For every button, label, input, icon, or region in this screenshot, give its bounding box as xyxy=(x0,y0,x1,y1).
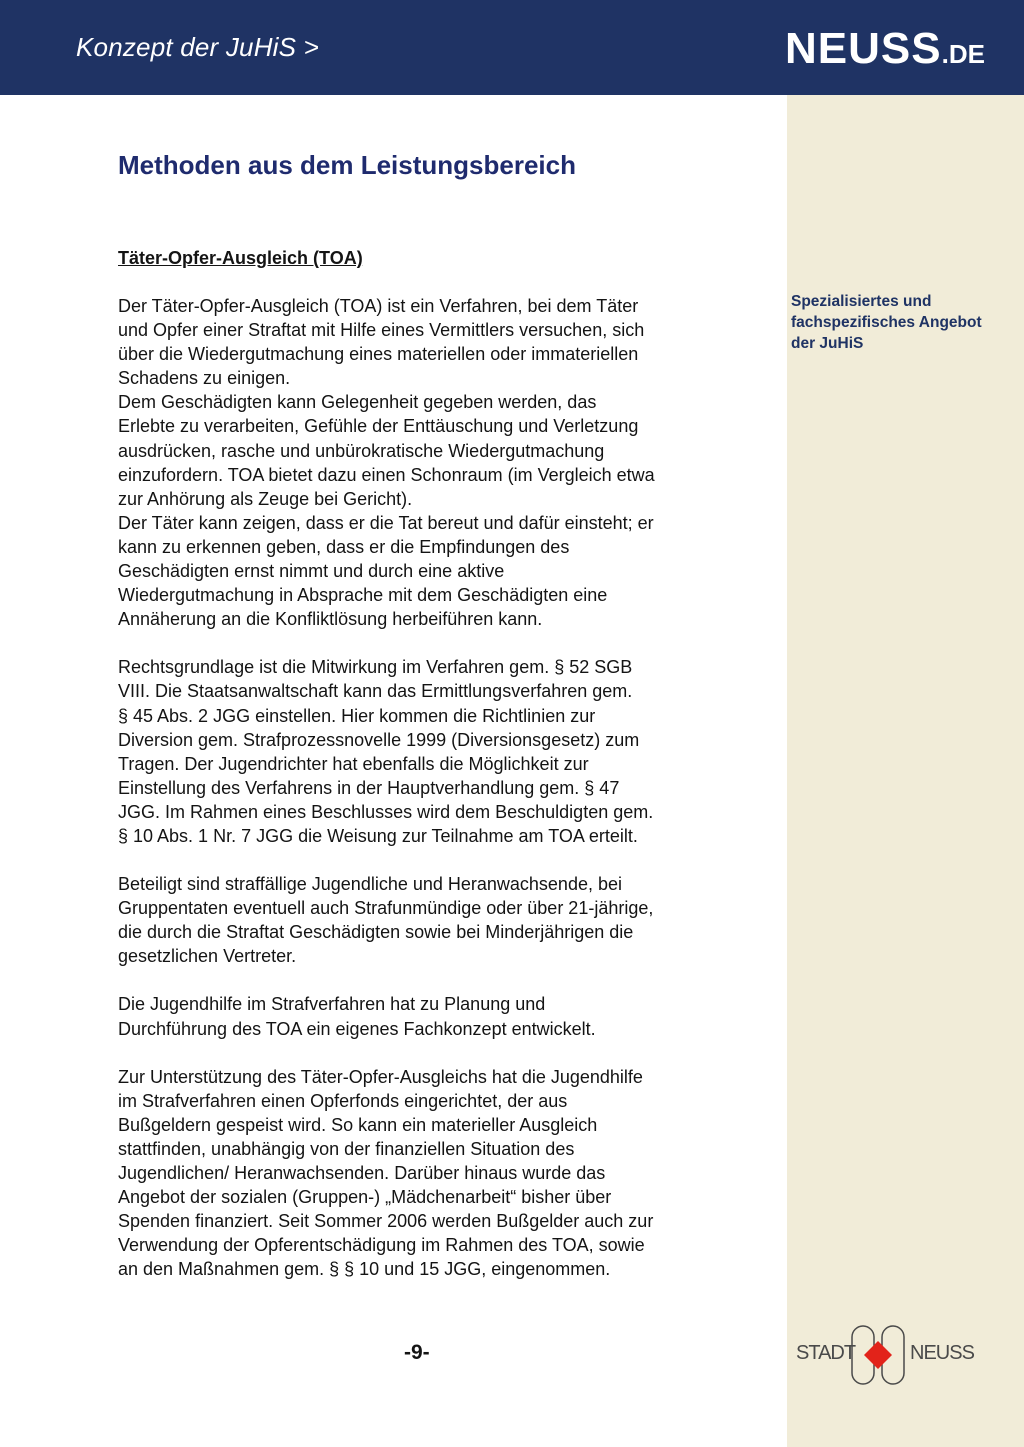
sidebar xyxy=(787,95,1024,1447)
paragraph: Beteiligt sind straffällige Jugendliche und Heranwachsende, bei Gruppentaten eventuell auch Strafunmündige oder über 21-jährige, die durch die Straftat Geschädigten sowie bei Minderjährigen die gesetzlichen Vertreter. xyxy=(118,874,654,967)
neuss-emblem-icon xyxy=(848,1324,908,1386)
body-text xyxy=(118,294,750,1305)
sidebar-note: Spezialisiertes und fachspezifisches Angebot der JuHiS xyxy=(791,293,982,352)
logo-word-neuss: NEUSS xyxy=(910,1342,974,1364)
header-title: Konzept der JuHiS > xyxy=(76,32,319,62)
paragraph: Zur Unterstützung des Täter-Opfer-Ausgleichs hat die Jugendhilfe im Strafverfahren einen Opferfonds eingerichtet, der aus Bußgeldern gespeist wird. So kann ein materieller Ausgleich stattfinden, unabhängig von der finanziellen Situation des Jugendlichen/ Heranwachsenden. Darüber hinaus wurde das Angebot der sozialen (Gruppen-) „Mädchenarbeit“ bisher über Spenden finanziert. Seit Sommer 2006 werden Bußgelder auch zur Verwendung der Opferentschädigung im Rahmen des TOA, sowie an den Maßnahmen gem. § § 10 und 15 JGG, eingenommen. xyxy=(118,1066,654,1280)
paragraph: Rechtsgrundlage ist die Mitwirkung im Verfahren gem. § 52 SGB VIII. Die Staatsanwaltschaft kann das Ermittlungsverfahren gem. § 45 Abs. 2 JGG einstellen. Hier kommen die Richtlinien zur Diversion gem. Strafprozessnovelle 1999 (Diversionsgesetz) zum Tragen. Der Jugendrichter hat ebenfalls die Möglichkeit zur Einstellung des Verfahrens in der Hauptverhandlung gem. § 47 JGG. Im Rahmen eines Beschlusses wird dem Beschuldigten gem. § 10 Abs. 1 Nr. 7 JGG die Weisung zur Teilnahme am TOA erteilt. xyxy=(118,657,654,846)
page-number: -9- xyxy=(404,1341,430,1364)
paragraph: Die Jugendhilfe im Strafverfahren hat zu Planung und Durchführung des TOA ein eigenes Fachkonzept entwickelt. xyxy=(118,994,596,1039)
section-title: Methoden aus dem Leistungsbereich xyxy=(118,150,576,180)
logo-suffix-text: .DE xyxy=(941,39,985,69)
page-header xyxy=(0,0,1024,95)
subheading: Täter-Opfer-Ausgleich (TOA) xyxy=(118,248,363,268)
logo-word-stadt: STADT xyxy=(796,1342,856,1364)
paragraph: Der Täter-Opfer-Ausgleich (TOA) ist ein Verfahren, bei dem Täter und Opfer einer Straftat mit Hilfe eines Vermittlers versuchen, sich über die Wiedergutmachung eines materiellen oder immateriellen Schadens zu einigen. Dem Geschädigten kann Gelegenheit gegeben werden, das Erlebte zu verarbeiten, Gefühle der Enttäuschung und Verletzung ausdrücken, rasche und unbürokratische Wiedergutmachung einzufordern. TOA bietet dazu einen Schonraum (im Vergleich etwa zur Anhörung als Zeuge bei Gericht). Der Täter kann zeigen, dass er die Tat bereut und dafür einsteht; er kann zu erkennen geben, dass er die Empfindungen des Geschädigten ernst nimmt und durch eine aktive Wiedergutmachung in Absprache mit dem Geschädigten eine Annäherung an die Konfliktlösung herbeiführen kann. xyxy=(118,296,655,630)
stadt-neuss-logo xyxy=(796,1324,972,1386)
logo-main-text: NEUSS xyxy=(785,24,942,73)
neuss-de-logo xyxy=(785,24,985,74)
